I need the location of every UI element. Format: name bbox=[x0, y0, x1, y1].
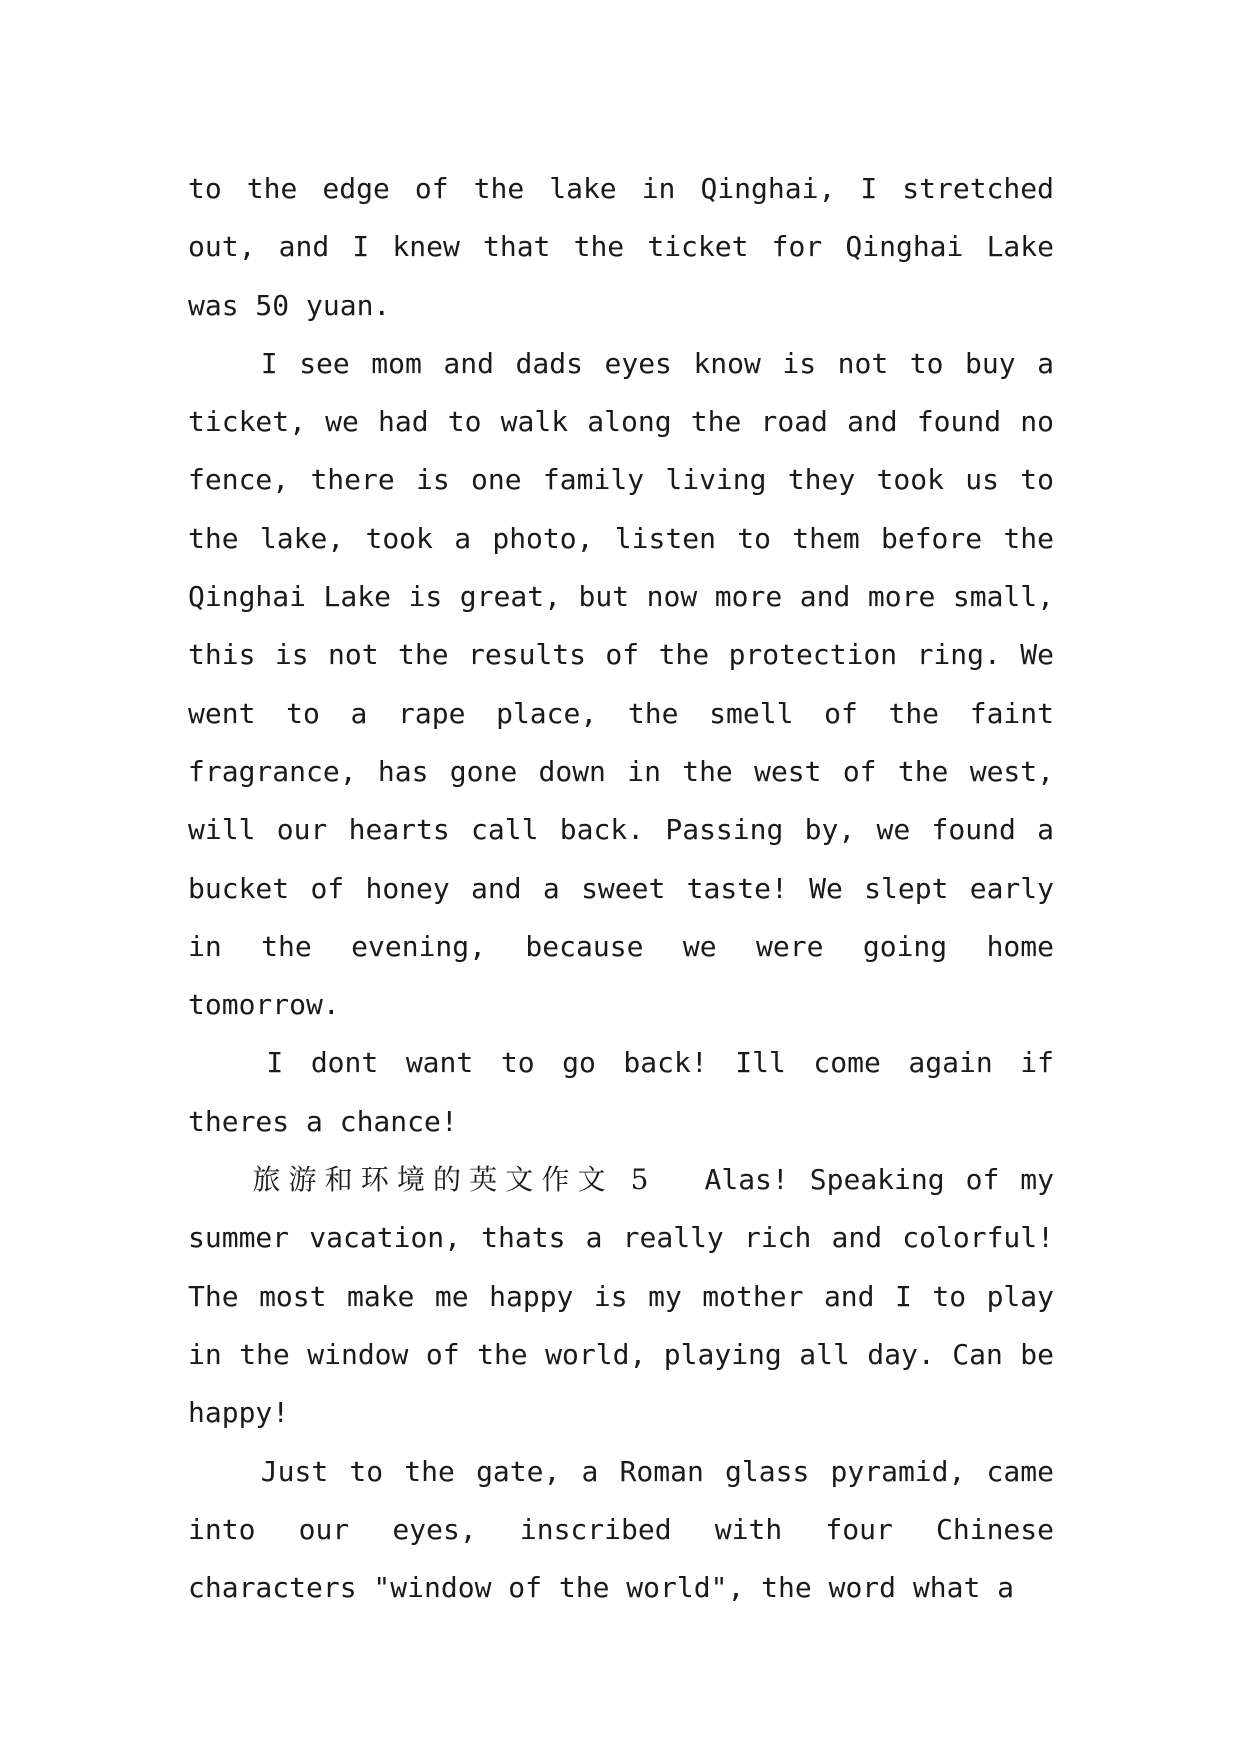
paragraph-lake-edge: to the edge of the lake in Qinghai, I stretched out, and I knew that the ticket for Qinghai Lake was 50 yuan. bbox=[188, 172, 1054, 322]
paragraph-go-back: I dont want to go back! Ill come again if theres a chance! bbox=[188, 1046, 1054, 1138]
paragraph-summer-vacation bbox=[188, 1151, 1054, 1442]
document-body bbox=[188, 160, 1054, 1617]
section-heading: 旅游和环境的英文作文 5 bbox=[252, 1163, 653, 1197]
paragraph-ticket-walk: I see mom and dads eyes know is not to buy a ticket, we had to walk along the road and found no fence, there is one family living they took us to the lake, took a photo, listen to them before the Qinghai Lake is great, but now more and more small, this is not the results of the protection ring. We went to a rape place, the smell of the faint fragrance, has gone down in the west of the west, will our hearts call back. Passing by, we found a bucket of honey and a sweet taste! We slept early in the evening, because we were going home tomorrow. bbox=[188, 346, 1054, 1022]
paragraph-gate-pyramid: Just to the gate, a Roman glass pyramid, came into our eyes, inscribed with four Chinese characters "window of the world", the word what a bbox=[188, 1454, 1054, 1605]
paragraph-summer-text: Alas! Speaking of my summer vacation, thats a really rich and colorful! The most make me happy is my mother and I to play in the window of the world, playing all day. Can be happy! bbox=[188, 1163, 1055, 1430]
